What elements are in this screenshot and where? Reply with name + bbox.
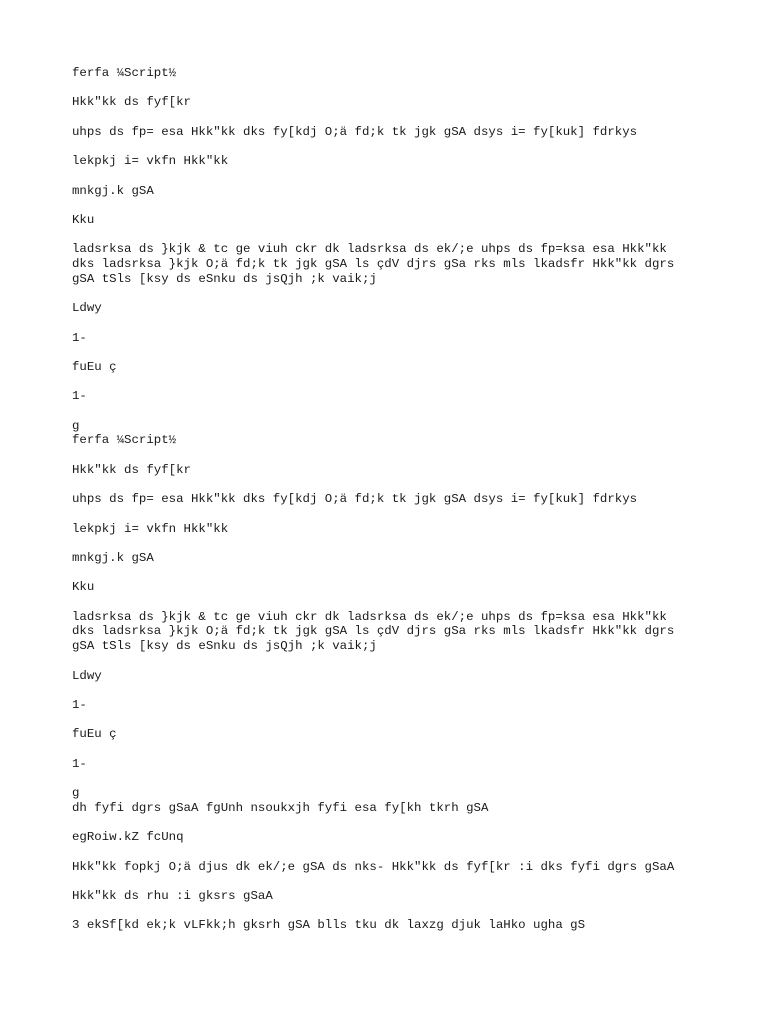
paragraph-21: fuEu ç xyxy=(72,727,117,742)
paragraph-22: 1- xyxy=(72,756,87,771)
paragraph-3: uhps ds fp= esa Hkk"kk dks fy[kdj O;ä fd;k tk jgk gSA dsys i= fy[kuk] fdrkys xyxy=(72,124,638,139)
paragraph-25: Hkk"kk fopkj O;ä djus dk ek/;e gSA ds nks- Hkk"kk ds fyf[kr :i dks fyfi dgrs gSaA xyxy=(72,859,675,874)
paragraph-5: mnkgj.k gSA xyxy=(72,183,154,198)
paragraph-9: 1- xyxy=(72,330,87,345)
paragraph-1: ferfa ¼Script½ xyxy=(72,66,177,80)
paragraph-18: ladsrksa ds }kjk & tc ge viuh ckr dk ladsrksa ds ek/;e uhps ds fp=ksa esa Hkk"kk dks ladsrksa }kjk O;ä fd;k tk jgk gSA ls çdV djrs gSa rks mls lkadsfr Hkk"kk dgrs gSA tSls [ksy ds eSnku ds jsQjh ;k vaik;j xyxy=(72,609,675,654)
paragraph-11: 1- xyxy=(72,389,87,404)
paragraph-6: Kku xyxy=(72,212,95,227)
paragraph-14: uhps ds fp= esa Hkk"kk dks fy[kdj O;ä fd;k tk jgk gSA dsys i= fy[kuk] fdrkys xyxy=(72,492,638,507)
paragraph-20: 1- xyxy=(72,697,87,712)
paragraph-27: 3 ekSf[kd ek;k vLFkk;h gksrh gSA blls tku dk laxzg djuk laHko ugha gS xyxy=(72,918,586,933)
paragraph-13: Hkk"kk ds fyf[kr xyxy=(72,462,191,477)
paragraph-4: lekpkj i= vkfn Hkk"kk xyxy=(72,154,229,169)
paragraph-23: g dh fyfi dgrs gSaA fgUnh nsoukxjh fyfi esa fy[kh tkrh gSA xyxy=(72,786,489,815)
paragraph-8: Ldwy xyxy=(72,301,102,316)
paragraph-7: ladsrksa ds }kjk & tc ge viuh ckr dk ladsrksa ds ek/;e uhps ds fp=ksa esa Hkk"kk dks ladsrksa }kjk O;ä fd;k tk jgk gSA ls çdV djrs gSa rks mls lkadsfr Hkk"kk dgrs gSA tSls [ksy ds eSnku ds jsQjh ;k vaik;j xyxy=(72,242,675,286)
paragraph-10: fuEu ç xyxy=(72,359,117,374)
paragraph-12: g ferfa ¼Script½ xyxy=(72,418,177,448)
document-page xyxy=(72,66,712,933)
paragraph-2: Hkk"kk ds fyf[kr xyxy=(72,95,191,110)
paragraph-16: mnkgj.k gSA xyxy=(72,550,154,565)
paragraph-24: egRoiw.kZ fcUnq xyxy=(72,830,184,845)
paragraph-19: Ldwy xyxy=(72,668,102,683)
paragraph-26: Hkk"kk ds rhu :i gksrs gSaA xyxy=(72,888,273,903)
paragraph-17: Kku xyxy=(72,580,95,595)
paragraph-15: lekpkj i= vkfn Hkk"kk xyxy=(72,521,229,536)
